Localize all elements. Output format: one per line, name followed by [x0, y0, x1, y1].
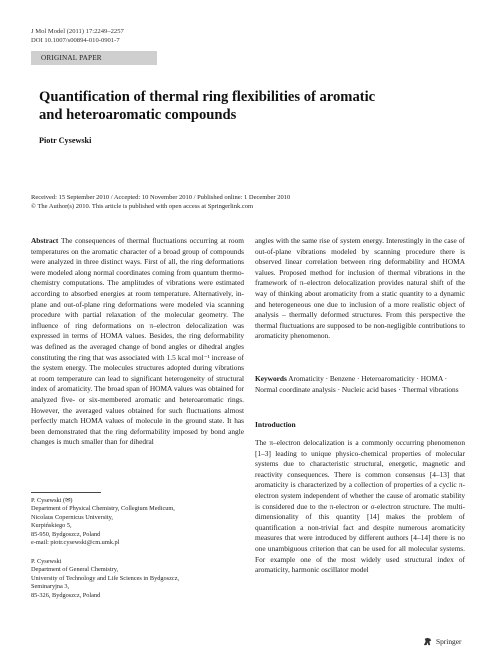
journal-info — [31, 28, 124, 45]
dates-line: Received: 15 September 2010 / Accepted: 10 November 2010 / Published online: 1 December 2010 — [31, 194, 291, 201]
reference-link[interactable]: [14] — [366, 512, 380, 522]
article-type-badge: ORIGINAL PAPER — [31, 51, 157, 65]
reference-link[interactable]: [4–13] — [429, 469, 450, 479]
abstract-heading: Abstract — [31, 236, 59, 245]
publication-dates — [31, 194, 290, 211]
intro-text-b: leading to unique physico-chemical properties of molecular systems due to characteristic structural, energetic, magnetic and reactivity consequences. There is common consensus — [255, 448, 465, 479]
introduction-heading: Introduction — [255, 420, 296, 429]
introduction-text — [255, 438, 465, 576]
intro-text-a: The π–electron delocalization is a commonly occurring phenomenon — [255, 438, 465, 447]
aff-line: Seminaryjna 3, — [31, 583, 70, 591]
abstract-text: The consequences of thermal fluctuations occurring at room temperatures on the aromatic character of a broad group of compounds were analyzed in three distinct ways. First of all, the ring deformations were modeled along normal coordinates coming from quantum thermo-chemistry computations. The amplitudes of vibrations were estimated according to absorbed energies at room temperature. Alternatively, in-plane and out-of-plane ring deformations were modeled via scanning procedure with partial relaxation of the molecular geometry. The influence of ring deformations on π–electron delocalization was expressed in terms of HOMA values. Besides, the ring deformability was defined as the averaged change of bond angles or dihedral angles constituting the ring that was associated with 1.5 kcal mol⁻¹ increase of the system energy. The molecules structures adopted during vibrations at room temperature can lead to significant heterogeneity of structural index of aromaticity. The broad span of HOMA values was obtained for analyzed five- or six-membered aromatic and heteroaromatic rings. However, the averaged values obtained for such fluctuations almost perfectly match HOMA values of molecule in the ground state. It has been demonstrated that the ring deformability imposed by bond angle changes is much smaller than for dihedral — [31, 236, 244, 447]
intro-text-e: there is no one unambiguous criterion that can be used for all molecular systems. For example one of the most widely used structural index of aromaticity, harmonic oscillator model — [255, 533, 465, 575]
aff-line: Nicolaus Copernicus University, — [31, 513, 113, 521]
reference-link[interactable]: [1–3] — [255, 448, 271, 458]
author-name[interactable]: Piotr Cysewski — [39, 136, 92, 145]
springer-horse-icon — [422, 636, 433, 647]
keywords-heading: Keywords — [255, 374, 287, 383]
keywords-text: Aromaticity · Benzene · Heteroaromaticity · HOMA · Normal coordinate analysis · Nucleic acid bases · Thermal vibrations — [255, 374, 459, 394]
abstract — [31, 236, 244, 448]
title-line-2: and heteroaromatic compounds — [39, 107, 237, 123]
author-email[interactable]: e-mail: piotr.cysewski@cm.umk.pl — [31, 539, 120, 547]
intro-text-d: makes the problem of quantification a non-trivial fact and despite numerous aromaticity measures that were introduced by different authors — [255, 512, 465, 543]
aff-line: Department of Physical Chemistry, Collegium Medicum, — [31, 505, 175, 513]
title-line-1: Quantification of thermal ring flexibilities of aromatic — [39, 89, 376, 105]
intro-text-c: that aromaticity is characterized by a collection of properties of a cyclic π-electron system independent of whether the cause of aromatic stability is considered due to the π-electron or σ-electron structure. The multi-dimensionality of this quantity — [255, 469, 465, 522]
journal-citation: J Mol Model (2011) 17:2249–2257 — [31, 28, 124, 35]
aff-line: P. Cysewski (✉) — [31, 497, 73, 504]
abstract-continued: angles with the same rise of system energy. Interestingly in the case of out-of-plane vibrations modeled by scanning procedure there is observed linear correlation between ring deformability and HOMA values. Proposed method for inclusion of thermal vibrations in the framework of π–electron delocalization provides natural shift of the way of thinking about aromaticity from a static quantity to a dynamic and heterogeneous one due to inclusion of a more realistic object of analysis – thermally deformed structures. From this perspective the thermal fluctuations are supposed to be non-negligible contributions to aromaticity phenomenon. — [255, 236, 465, 341]
aff-line: University of Technology and Life Sciences in Bydgoszcz, — [31, 574, 180, 582]
aff-line: 85-950, Bydgoszcz, Poland — [31, 530, 101, 538]
affiliation-2 — [31, 558, 241, 600]
reference-link[interactable]: [4–14] — [410, 533, 431, 543]
keywords — [255, 374, 465, 395]
publisher-logo — [422, 636, 461, 647]
article-title — [39, 88, 459, 124]
aff-line: Kurpińskiego 5, — [31, 522, 72, 530]
doi[interactable]: DOI 10.1007/s00894-010-0901-7 — [31, 36, 120, 44]
footnote-divider — [31, 492, 101, 493]
publisher-name: Springer — [436, 637, 462, 646]
aff-line: P. Cysewski — [31, 558, 62, 565]
license-line: © The Author(s) 2010. This article is published with open access at Springerlink.com — [31, 202, 254, 210]
affiliation-1 — [31, 497, 241, 547]
aff-line: 85-326, Bydgoszcz, Poland — [31, 591, 101, 599]
aff-line: Department of General Chemistry, — [31, 566, 119, 574]
